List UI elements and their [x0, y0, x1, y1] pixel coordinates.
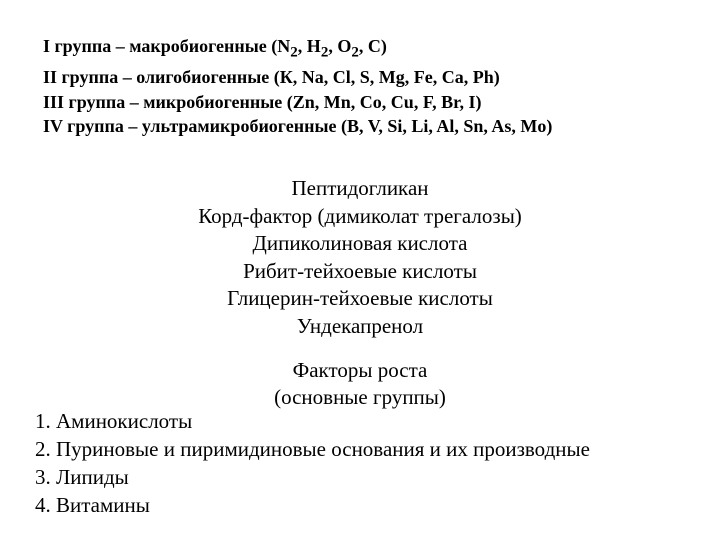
group-1-prefix: I группа – макробиогенные ( — [43, 36, 278, 56]
component-item: Пептидогликан — [291, 176, 429, 200]
group-2-line: II группа – олигобиогенные (К, Na, Cl, S, Mg, Fe, Ca, Ph) — [43, 67, 500, 88]
growth-factors-subtitle: (основные группы) — [274, 385, 446, 409]
growth-factors-heading — [0, 357, 720, 411]
group-4-line: IV группа – ультрамикробиогенные (B, V, Si, Li, Al, Sn, As, Mo) — [43, 116, 553, 137]
group-1-element: $H_2$ — [306, 36, 329, 61]
group-3-line: III группа – микробиогенные (Zn, Mn, Co, Cu, F, Br, I) — [43, 91, 482, 112]
growth-factor-item: 2. Пуриновые и пиримидиновые основания и их производные — [35, 437, 590, 461]
growth-factors-title: Факторы роста — [292, 358, 428, 382]
group-1-line: I группа – макробиогенные ($N_2$, $H_2$, $O_2$, C) — [43, 36, 387, 61]
growth-factor-item: 4. Витамины — [35, 493, 150, 517]
growth-factor-item: 3. Липиды — [35, 465, 129, 489]
component-item: Рибит-тейхоевые кислоты — [243, 258, 477, 283]
group-1-element: C — [367, 36, 381, 56]
element-groups-list — [43, 34, 713, 139]
growth-factor-item: 1. Аминокислоты — [35, 409, 193, 433]
group-1-element: $N_2$ — [277, 36, 298, 61]
group-1-element: $O_2$ — [337, 36, 359, 61]
component-item: Корд-фактор (димиколат трегалозы) — [198, 203, 522, 228]
component-item: Глицерин-тейхоевые кислоты — [227, 286, 493, 310]
component-item: Ундекапренол — [296, 313, 424, 338]
cell-wall-components-list — [0, 175, 720, 340]
group-1-suffix: ) — [380, 36, 387, 56]
growth-factors-list — [35, 407, 715, 519]
component-item: Дипиколиновая кислота — [252, 231, 468, 255]
